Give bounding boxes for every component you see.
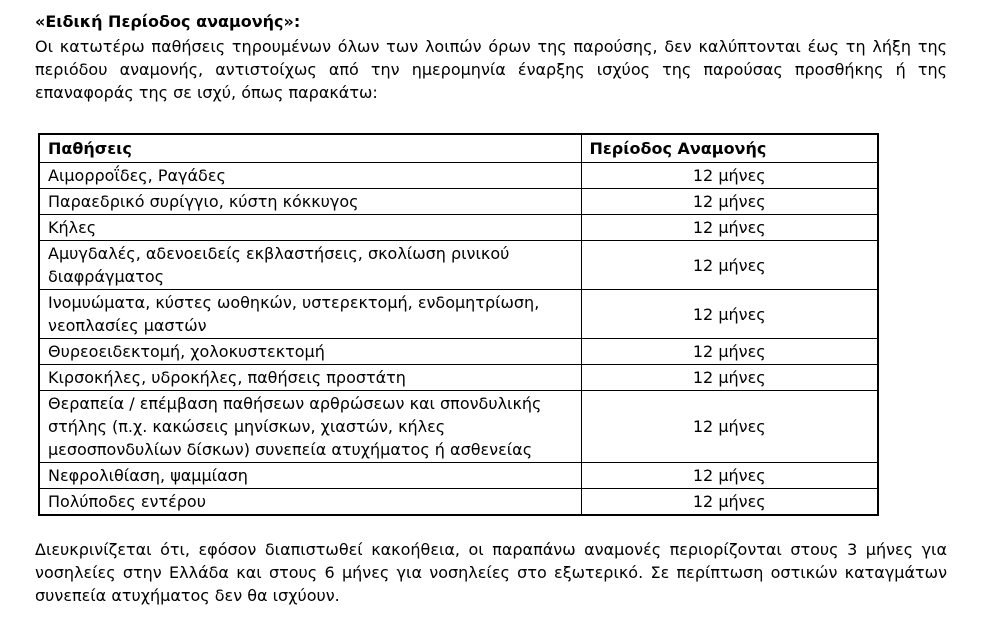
waiting-period-table xyxy=(38,133,879,516)
condition-cell: Ινομυώματα, κύστες ωοθηκών, υστερεκτομή, ενδομητρίωση, νεοπλασίες μαστών xyxy=(39,290,581,339)
table-row xyxy=(39,463,878,489)
column-header-waiting-period: Περίοδος Αναμονής xyxy=(581,134,878,163)
table-header-row xyxy=(39,134,878,163)
condition-cell: Παραεδρικό συρίγγιο, κύστη κόκκυγος xyxy=(39,189,581,215)
table-row xyxy=(39,241,878,290)
table-row xyxy=(39,391,878,463)
period-cell: 12 μήνες xyxy=(581,290,878,339)
period-cell: 12 μήνες xyxy=(581,215,878,241)
condition-cell: Κιρσοκήλες, υδροκήλες, παθήσεις προστάτη xyxy=(39,365,581,391)
period-cell: 12 μήνες xyxy=(581,365,878,391)
clarification-paragraph: Διευκρινίζεται ότι, εφόσον διαπιστωθεί κακοήθεια, οι παραπάνω αναμονές περιορίζονται στους 3 μήνες για νοσηλείες στην Ελλάδα και στους 6 μήνες για νοσηλείες στο εξωτερικό. Σε περίπτωση οστικών καταγμάτων συνεπεία ατυχήματος δεν θα ισχύουν. xyxy=(35,540,947,605)
period-cell: 12 μήνες xyxy=(581,339,878,365)
condition-cell: Αμυγδαλές, αδενοειδείς εκβλαστήσεις, σκολίωση ρινικού διαφράγματος xyxy=(39,241,581,290)
table-row xyxy=(39,339,878,365)
period-cell: 12 μήνες xyxy=(581,463,878,489)
table-row xyxy=(39,163,878,189)
period-cell: 12 μήνες xyxy=(581,241,878,290)
column-header-conditions: Παθήσεις xyxy=(39,134,581,163)
table-row xyxy=(39,489,878,516)
table-row xyxy=(39,215,878,241)
condition-cell: Θεραπεία / επέμβαση παθήσεων αρθρώσεων και σπονδυλικής στήλης (π.χ. κακώσεις μηνίσκων, χιαστών, κήλες μεσοσπονδυλίων δίσκων) συνεπεία ατυχήματος ή ασθενείας xyxy=(39,391,581,463)
table-row xyxy=(39,290,878,339)
period-cell: 12 μήνες xyxy=(581,489,878,516)
condition-cell: Θυρεοειδεκτομή, χολοκυστεκτομή xyxy=(39,339,581,365)
table-row xyxy=(39,365,878,391)
table-row xyxy=(39,189,878,215)
condition-cell: Πολύποδες εντέρου xyxy=(39,489,581,516)
period-cell: 12 μήνες xyxy=(581,163,878,189)
document-title: «Ειδική Περίοδος αναμονής»: xyxy=(35,12,301,31)
period-cell: 12 μήνες xyxy=(581,391,878,463)
condition-cell: Αιμορροΐδες, Ραγάδες xyxy=(39,163,581,189)
condition-cell: Κήλες xyxy=(39,215,581,241)
intro-paragraph: Οι κατωτέρω παθήσεις τηρουμένων όλων των λοιπών όρων της παρούσης, δεν καλύπτονται έως τη λήξη της περιόδου αναμονής, αντιστοίχως από την ημερομηνία έναρξης ισχύος της παρούσας προσθήκης ή της επαναφοράς της σε ισχύ, όπως παρακάτω: xyxy=(35,37,947,102)
condition-cell: Νεφρολιθίαση, ψαμμίαση xyxy=(39,463,581,489)
period-cell: 12 μήνες xyxy=(581,189,878,215)
